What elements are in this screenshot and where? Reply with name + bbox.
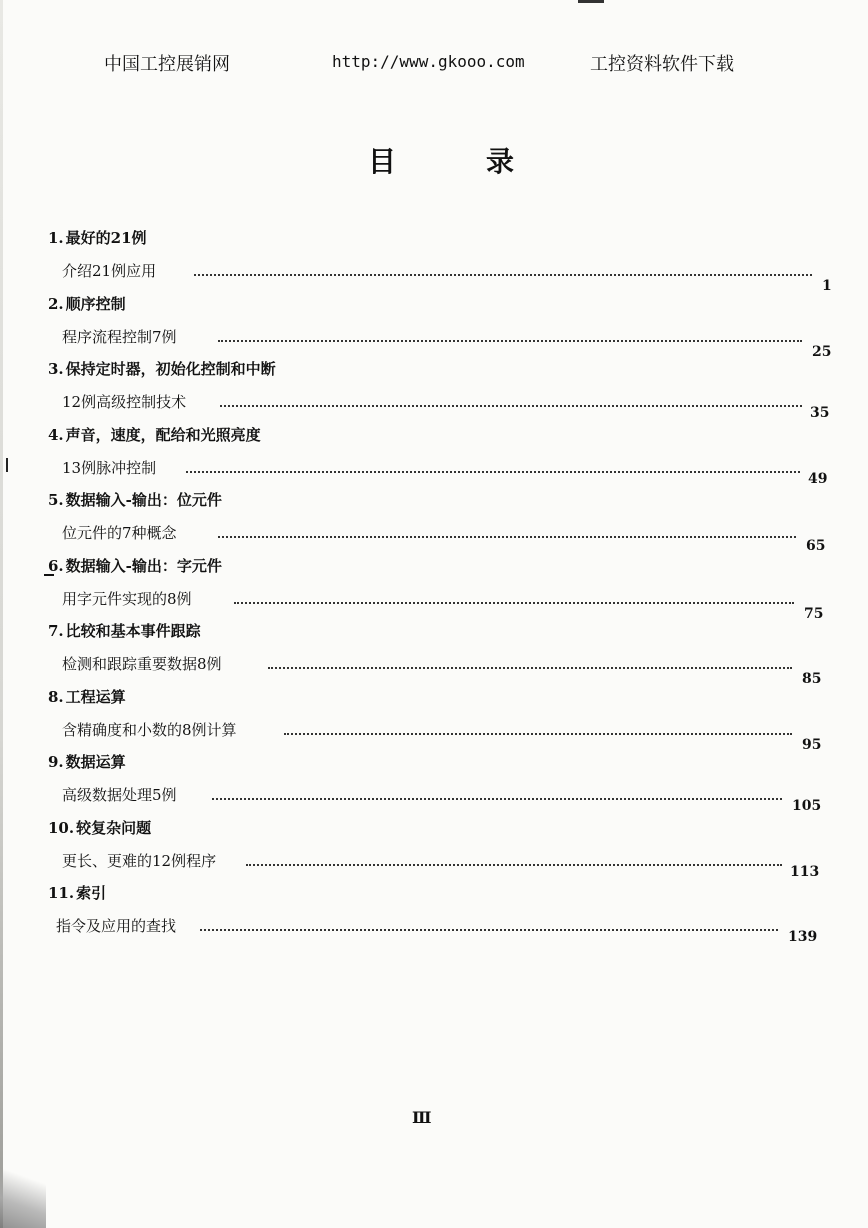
toc-chapter-title: 6. 数据输入-输出：字元件 — [48, 556, 222, 575]
toc-subtitle: 13例脉冲控制 — [62, 458, 157, 477]
toc-chapter-title: 7. 比较和基本事件跟踪 — [48, 622, 201, 640]
toc-page-number: 95 — [802, 736, 822, 753]
toc-chapter-title: 4. 声音，速度，配给和光照亮度 — [48, 425, 261, 444]
toc-dot-leader — [220, 405, 802, 407]
toc-entry — [0, 484, 868, 554]
toc-entry — [0, 222, 868, 294]
toc-subtitle: 含精确度和小数的8例计算 — [62, 720, 237, 739]
toc-chapter-title: 5. 数据输入-输出：位元件 — [48, 491, 222, 509]
toc-dot-leader — [284, 733, 792, 735]
toc-subtitle: 位元件的7种概念 — [62, 524, 177, 542]
scan-top-mark — [578, 0, 604, 3]
toc-subtitle: 用字元件实现的8例 — [62, 589, 192, 608]
toc-chapter-title: 11. 索引 — [48, 884, 107, 902]
title-char-1: 目 — [368, 145, 397, 178]
toc-page-number: 49 — [808, 470, 828, 487]
toc-subtitle: 介绍21例应用 — [62, 262, 157, 280]
toc-page-number: 139 — [788, 929, 818, 945]
header-url: http://www.gkooo.com — [332, 52, 525, 71]
toc-subtitle: 更长、更难的12例程序 — [62, 851, 217, 870]
header-site-name: 中国工控展销网 — [104, 54, 230, 75]
toc-dot-leader — [218, 340, 802, 342]
toc-dot-leader — [268, 667, 792, 669]
toc-entry — [0, 419, 868, 485]
toc-chapter-title: 2. 顺序控制 — [48, 294, 126, 313]
toc-entry — [0, 550, 868, 622]
toc-subtitle: 高级数据处理5例 — [62, 786, 177, 804]
page-title — [0, 140, 868, 180]
page-header — [0, 50, 868, 78]
page-folio-number: Ⅲ — [412, 1108, 432, 1127]
toc-subtitle: 程序流程控制7例 — [62, 327, 177, 346]
toc-subtitle: 指令及应用的查找 — [56, 917, 177, 935]
toc-dot-leader — [186, 471, 800, 473]
toc-chapter-title: 8. 工程运算 — [48, 687, 126, 706]
toc-entry — [0, 353, 868, 419]
toc-chapter-title: 9. 数据运算 — [48, 753, 126, 771]
toc-dot-leader — [246, 864, 782, 866]
title-char-2: 录 — [486, 145, 515, 178]
header-tagline: 工控资料软件下载 — [590, 54, 734, 75]
toc-subtitle: 检测和跟踪重要数据8例 — [62, 655, 222, 673]
toc-chapter-title: 3. 保持定时器，初始化控制和中断 — [48, 360, 276, 378]
toc-dot-leader — [218, 536, 796, 538]
toc-page-number: 85 — [802, 671, 822, 687]
toc-entry — [0, 681, 868, 753]
toc-page-number: 25 — [812, 343, 832, 360]
toc-chapter-title: 1. 最好的21例 — [48, 229, 147, 247]
toc-page-number: 105 — [792, 798, 822, 814]
toc-entry — [0, 746, 868, 812]
toc-dot-leader — [200, 929, 778, 931]
toc-entry — [0, 288, 868, 360]
toc-dot-leader — [234, 602, 794, 604]
toc-dot-leader — [212, 798, 782, 800]
toc-page-number: 113 — [790, 863, 820, 880]
toc-chapter-title: 10. 较复杂问题 — [48, 818, 152, 837]
table-of-contents — [0, 222, 868, 943]
scan-corner-shadow — [0, 1158, 46, 1228]
toc-page-number: 35 — [810, 405, 830, 421]
toc-page-number: 65 — [806, 538, 826, 554]
toc-page-number: 75 — [804, 605, 824, 622]
toc-entry — [0, 877, 868, 943]
toc-subtitle: 12例高级控制技术 — [62, 393, 187, 411]
toc-entry — [0, 615, 868, 687]
toc-dot-leader — [194, 274, 812, 276]
toc-entry — [0, 812, 868, 878]
toc-page-number: 1 — [822, 278, 832, 294]
